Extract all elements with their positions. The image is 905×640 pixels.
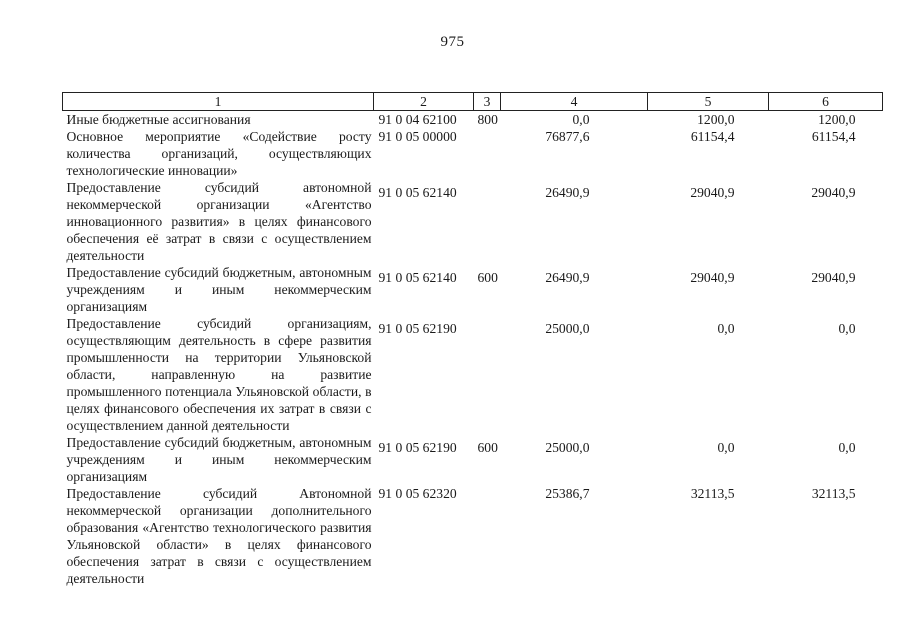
row-value-col5: 32113,5 <box>690 486 735 501</box>
row-value-col5: 29040,9 <box>690 270 735 285</box>
row-code: 91 0 05 62140 <box>378 270 457 285</box>
row-value-col4: 26490,9 <box>545 270 590 285</box>
row-value-col6: 0,0 <box>838 440 856 455</box>
row-code: 91 0 05 62320 <box>378 486 457 501</box>
row-value-col4: 26490,9 <box>545 185 590 200</box>
row-value-col4: 25386,7 <box>545 486 590 501</box>
row-value-col6: 61154,4 <box>811 129 856 144</box>
row-name: Предоставление субсидий организациям, осуществляющим деятельность в сфере развития промышленности на территории Ульяновской области, направленную на развитие промышленного потенциала Ульяновской области, в целях финансового обеспечения их затрат в связи с осуществлением данной деятельности <box>66 316 372 433</box>
column-header-1: 1 <box>63 93 374 111</box>
row-value-col6: 32113,5 <box>811 486 856 501</box>
table-row <box>63 434 883 485</box>
page-number: 975 <box>440 34 465 50</box>
table-row <box>63 264 883 315</box>
column-header-6: 6 <box>769 93 883 111</box>
row-value-col6: 29040,9 <box>811 270 856 285</box>
row-expense-type: 600 <box>477 270 498 285</box>
row-value-col5: 0,0 <box>717 321 735 336</box>
row-name: Основное мероприятие «Содействие росту количества организаций, осуществляющих технологические инновации» <box>66 129 372 178</box>
row-name: Предоставление субсидий автономной некоммерческой организации «Агентство инновационного развития» в целях финансового обеспечения её затрат в связи с осуществлением деятельности <box>66 180 372 263</box>
row-code: 91 0 05 62190 <box>378 440 457 455</box>
table-row <box>63 485 883 587</box>
table-row <box>63 111 883 129</box>
row-expense-type <box>474 128 501 179</box>
row-value-col5: 29040,9 <box>690 185 735 200</box>
row-name: Предоставление субсидий бюджетным, автономным учреждениям и иным некоммерческим организациям <box>66 265 372 314</box>
row-expense-type <box>474 315 501 434</box>
row-value-col4: 0,0 <box>572 112 590 127</box>
table-row <box>63 128 883 179</box>
row-code: 91 0 05 00000 <box>378 129 457 144</box>
column-header-4: 4 <box>501 93 648 111</box>
row-value-col4: 76877,6 <box>545 129 590 144</box>
table-header <box>63 93 883 111</box>
row-code: 91 0 05 62190 <box>378 321 457 336</box>
budget-table <box>62 92 883 587</box>
table-row <box>63 179 883 264</box>
row-value-col5: 61154,4 <box>690 129 735 144</box>
row-value-col5: 0,0 <box>717 440 735 455</box>
row-name: Предоставление субсидий бюджетным, автономным учреждениям и иным некоммерческим организациям <box>66 435 372 484</box>
column-header-2: 2 <box>374 93 474 111</box>
row-code: 91 0 05 62140 <box>378 185 457 200</box>
row-value-col6: 1200,0 <box>818 112 856 127</box>
row-expense-type <box>474 179 501 264</box>
column-header-5: 5 <box>648 93 769 111</box>
row-value-col4: 25000,0 <box>545 440 590 455</box>
row-value-col4: 25000,0 <box>545 321 590 336</box>
row-value-col6: 29040,9 <box>811 185 856 200</box>
row-expense-type: 600 <box>477 440 498 455</box>
column-header-3: 3 <box>474 93 501 111</box>
row-value-col6: 0,0 <box>838 321 856 336</box>
row-value-col5: 1200,0 <box>697 112 735 127</box>
row-expense-type: 800 <box>477 112 498 127</box>
row-code: 91 0 04 62100 <box>378 112 457 127</box>
row-expense-type <box>474 485 501 587</box>
table-row <box>63 315 883 434</box>
row-name: Иные бюджетные ассигнования <box>66 112 251 127</box>
row-name: Предоставление субсидий Автономной некоммерческой организации дополнительного образования «Агентство технологического развития Ульяновской области» в целях финансового обеспечения затрат в связи с осуществлением деятельности <box>66 486 372 586</box>
